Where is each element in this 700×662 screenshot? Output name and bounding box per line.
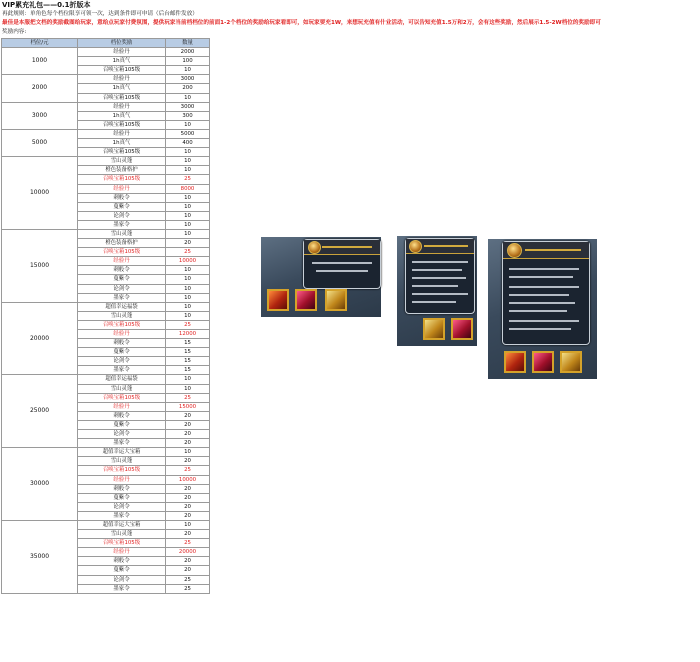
table-row bbox=[2, 48, 210, 57]
reward-qty-cell: 15 bbox=[166, 348, 210, 357]
reward-qty-cell: 10 bbox=[166, 166, 210, 175]
reward-qty-cell: 20 bbox=[166, 557, 210, 566]
reward-table bbox=[1, 38, 210, 594]
reward-qty-cell: 10 bbox=[166, 66, 210, 75]
reward-item-cell: 刺般令 bbox=[78, 193, 166, 202]
reward-qty-cell: 5000 bbox=[166, 129, 210, 138]
reward-item-cell: 蔓紫令 bbox=[78, 493, 166, 502]
reward-qty-cell: 10 bbox=[166, 120, 210, 129]
reward-item-cell: 雪山灵蓬 bbox=[78, 229, 166, 238]
reward-qty-cell: 25 bbox=[166, 248, 210, 257]
reward-qty-cell: 20 bbox=[166, 511, 210, 520]
treasure-chest-icon bbox=[507, 243, 522, 258]
reward-qty-cell: 10 bbox=[166, 448, 210, 457]
reward-item-cell: 1h真气 bbox=[78, 84, 166, 93]
reward-content-label: 奖励内容: bbox=[2, 29, 27, 35]
reward-item-cell: 超值幸运福袋 bbox=[78, 302, 166, 311]
tier-amount-cell: 35000 bbox=[2, 520, 78, 593]
reward-qty-cell: 400 bbox=[166, 139, 210, 148]
reward-qty-cell: 25 bbox=[166, 393, 210, 402]
tooltip-panel bbox=[405, 238, 475, 314]
reward-item-cell: 召唤宝箱105级 bbox=[78, 248, 166, 257]
reward-qty-cell: 300 bbox=[166, 111, 210, 120]
reward-qty-cell: 15 bbox=[166, 366, 210, 375]
tooltip-panel bbox=[502, 241, 590, 345]
reward-qty-cell: 10000 bbox=[166, 475, 210, 484]
reward-qty-cell: 3000 bbox=[166, 75, 210, 84]
reward-item-cell: 召唤宝箱105级 bbox=[78, 66, 166, 75]
reward-qty-cell: 10 bbox=[166, 520, 210, 529]
reward-qty-cell: 25 bbox=[166, 575, 210, 584]
reward-qty-cell: 10 bbox=[166, 148, 210, 157]
reward-item-cell: 橙色装备格护 bbox=[78, 166, 166, 175]
reward-item-cell: 经验丹 bbox=[78, 475, 166, 484]
table-row bbox=[2, 448, 210, 457]
reward-item-cell: 1h真气 bbox=[78, 139, 166, 148]
reward-qty-cell: 10 bbox=[166, 284, 210, 293]
reward-item-cell: 论剑令 bbox=[78, 357, 166, 366]
reward-qty-cell: 100 bbox=[166, 57, 210, 66]
tier-amount-cell: 30000 bbox=[2, 448, 78, 521]
reward-qty-cell: 10 bbox=[166, 375, 210, 384]
reward-item-cell: 1h真气 bbox=[78, 57, 166, 66]
reward-item-cell: 经验丹 bbox=[78, 257, 166, 266]
reward-qty-cell: 200 bbox=[166, 84, 210, 93]
tier-amount-cell: 15000 bbox=[2, 229, 78, 302]
reward-qty-cell: 20 bbox=[166, 457, 210, 466]
game-screenshot-2 bbox=[397, 236, 477, 346]
reward-item-cell: 召唤宝箱105级 bbox=[78, 148, 166, 157]
tier-amount-cell: 1000 bbox=[2, 48, 78, 75]
reward-qty-cell: 20000 bbox=[166, 548, 210, 557]
table-body bbox=[2, 48, 210, 594]
tier-amount-cell: 2000 bbox=[2, 75, 78, 102]
reward-qty-cell: 10 bbox=[166, 229, 210, 238]
reward-qty-cell: 20 bbox=[166, 484, 210, 493]
reward-item-cell: 召唤宝箱105级 bbox=[78, 175, 166, 184]
reward-qty-cell: 15 bbox=[166, 357, 210, 366]
table-row bbox=[2, 102, 210, 111]
lucky-bag-icon bbox=[409, 240, 422, 253]
tier-amount-cell: 20000 bbox=[2, 302, 78, 375]
gift-box-icon bbox=[308, 241, 321, 254]
reward-qty-cell: 10 bbox=[166, 211, 210, 220]
reward-qty-cell: 10 bbox=[166, 293, 210, 302]
claim-rules: 再此规则：单角色每个档位限享可领一次，达到条件即可申请（后台邮件发放） bbox=[2, 11, 198, 17]
reward-qty-cell: 2000 bbox=[166, 48, 210, 57]
reward-item-cell: 1h真气 bbox=[78, 111, 166, 120]
reward-qty-cell: 20 bbox=[166, 439, 210, 448]
reward-item-cell: 经验丹 bbox=[78, 48, 166, 57]
reward-qty-cell: 15 bbox=[166, 339, 210, 348]
reward-item-cell: 召唤宝箱105级 bbox=[78, 393, 166, 402]
reward-qty-cell: 10 bbox=[166, 93, 210, 102]
reward-item-cell: 超值幸运福袋 bbox=[78, 375, 166, 384]
reward-item-cell: 墨家令 bbox=[78, 220, 166, 229]
reward-item-cell: 召唤宝箱105级 bbox=[78, 93, 166, 102]
game-screenshot-3 bbox=[488, 239, 597, 379]
item-slot-icon bbox=[532, 351, 554, 373]
reward-qty-cell: 3000 bbox=[166, 102, 210, 111]
tier-amount-cell: 5000 bbox=[2, 129, 78, 156]
reward-qty-cell: 25 bbox=[166, 539, 210, 548]
reward-item-cell: 经验丹 bbox=[78, 184, 166, 193]
reward-item-cell: 橙色装备格护 bbox=[78, 239, 166, 248]
reward-item-cell: 刺般令 bbox=[78, 266, 166, 275]
col-header-qty: 数量 bbox=[166, 39, 210, 48]
reward-item-cell: 召唤宝箱105级 bbox=[78, 539, 166, 548]
col-header-reward: 档位奖励 bbox=[78, 39, 166, 48]
table-row bbox=[2, 375, 210, 384]
staff-note: 最佳是本服把文档的奖励截图给玩家，意给点玩家付费氛围，提供玩家当前档档位的前面1-2个档位的奖励给玩家看即可，如玩家要充1W，来想玩充值有什业活动，可以告知充值1.5万和2万，会有这些奖励，然后展示1.5-2W档位的奖励即可 bbox=[2, 20, 601, 26]
table-row bbox=[2, 229, 210, 238]
reward-item-cell: 雪山灵蓬 bbox=[78, 157, 166, 166]
reward-qty-cell: 10 bbox=[166, 220, 210, 229]
item-slot-icon bbox=[325, 289, 347, 311]
reward-item-cell: 蔓紫令 bbox=[78, 420, 166, 429]
table-row bbox=[2, 302, 210, 311]
item-slot-icon bbox=[423, 318, 445, 340]
reward-qty-cell: 10 bbox=[166, 157, 210, 166]
reward-item-cell: 蔓紫令 bbox=[78, 348, 166, 357]
reward-item-cell: 经验丹 bbox=[78, 129, 166, 138]
reward-item-cell: 墨家令 bbox=[78, 511, 166, 520]
reward-item-cell: 雪山灵蓬 bbox=[78, 311, 166, 320]
tooltip-panel bbox=[303, 239, 381, 289]
item-slot-icon bbox=[267, 289, 289, 311]
reward-item-cell: 论剑令 bbox=[78, 575, 166, 584]
reward-item-cell: 超值幸运大宝箱 bbox=[78, 448, 166, 457]
tier-amount-cell: 10000 bbox=[2, 157, 78, 230]
reward-qty-cell: 10 bbox=[166, 302, 210, 311]
reward-qty-cell: 8000 bbox=[166, 184, 210, 193]
reward-qty-cell: 10 bbox=[166, 193, 210, 202]
tier-amount-cell: 3000 bbox=[2, 102, 78, 129]
reward-qty-cell: 25 bbox=[166, 584, 210, 593]
reward-qty-cell: 10 bbox=[166, 202, 210, 211]
item-slot-icon bbox=[560, 351, 582, 373]
reward-qty-cell: 25 bbox=[166, 320, 210, 329]
reward-item-cell: 召唤宝箱105级 bbox=[78, 120, 166, 129]
reward-item-cell: 墨家令 bbox=[78, 293, 166, 302]
reward-qty-cell: 20 bbox=[166, 566, 210, 575]
reward-qty-cell: 20 bbox=[166, 502, 210, 511]
table-row bbox=[2, 129, 210, 138]
reward-item-cell: 经验丹 bbox=[78, 330, 166, 339]
reward-item-cell: 墨家令 bbox=[78, 584, 166, 593]
reward-item-cell: 刺般令 bbox=[78, 339, 166, 348]
reward-item-cell: 经验丹 bbox=[78, 102, 166, 111]
col-header-tier: 档位/元 bbox=[2, 39, 78, 48]
reward-qty-cell: 20 bbox=[166, 493, 210, 502]
reward-qty-cell: 20 bbox=[166, 430, 210, 439]
reward-item-cell: 雪山灵蓬 bbox=[78, 384, 166, 393]
reward-qty-cell: 10 bbox=[166, 275, 210, 284]
reward-qty-cell: 20 bbox=[166, 411, 210, 420]
reward-item-cell: 经验丹 bbox=[78, 548, 166, 557]
item-slot-icon bbox=[451, 318, 473, 340]
reward-item-cell: 论剑令 bbox=[78, 502, 166, 511]
reward-item-cell: 刺般令 bbox=[78, 411, 166, 420]
reward-qty-cell: 20 bbox=[166, 420, 210, 429]
reward-item-cell: 墨家令 bbox=[78, 439, 166, 448]
table-row bbox=[2, 157, 210, 166]
reward-qty-cell: 20 bbox=[166, 530, 210, 539]
reward-qty-cell: 10 bbox=[166, 266, 210, 275]
item-slot-icon bbox=[504, 351, 526, 373]
reward-item-cell: 召唤宝箱105级 bbox=[78, 320, 166, 329]
reward-item-cell: 经验丹 bbox=[78, 75, 166, 84]
reward-item-cell: 论剑令 bbox=[78, 211, 166, 220]
reward-item-cell: 刺般令 bbox=[78, 557, 166, 566]
reward-item-cell: 刺般令 bbox=[78, 484, 166, 493]
reward-qty-cell: 20 bbox=[166, 239, 210, 248]
table-header-row bbox=[2, 39, 210, 48]
game-screenshot-1 bbox=[261, 237, 381, 317]
reward-qty-cell: 10 bbox=[166, 384, 210, 393]
reward-qty-cell: 25 bbox=[166, 466, 210, 475]
reward-item-cell: 论剑令 bbox=[78, 430, 166, 439]
table-row bbox=[2, 520, 210, 529]
reward-item-cell: 论剑令 bbox=[78, 284, 166, 293]
reward-item-cell: 蔓紫令 bbox=[78, 275, 166, 284]
reward-item-cell: 经验丹 bbox=[78, 402, 166, 411]
reward-item-cell: 蔓紫令 bbox=[78, 566, 166, 575]
reward-qty-cell: 10000 bbox=[166, 257, 210, 266]
reward-qty-cell: 15000 bbox=[166, 402, 210, 411]
reward-item-cell: 召唤宝箱105级 bbox=[78, 466, 166, 475]
reward-item-cell: 雪山灵蓬 bbox=[78, 457, 166, 466]
item-slot-icon bbox=[295, 289, 317, 311]
doc-title: VIP累充礼包——0.1折版本 bbox=[2, 1, 91, 9]
reward-item-cell: 蔓紫令 bbox=[78, 202, 166, 211]
reward-item-cell: 超值幸运大宝箱 bbox=[78, 520, 166, 529]
table-row bbox=[2, 75, 210, 84]
reward-item-cell: 雪山灵蓬 bbox=[78, 530, 166, 539]
reward-qty-cell: 12000 bbox=[166, 330, 210, 339]
reward-item-cell: 墨家令 bbox=[78, 366, 166, 375]
reward-qty-cell: 25 bbox=[166, 175, 210, 184]
reward-qty-cell: 10 bbox=[166, 311, 210, 320]
tier-amount-cell: 25000 bbox=[2, 375, 78, 448]
